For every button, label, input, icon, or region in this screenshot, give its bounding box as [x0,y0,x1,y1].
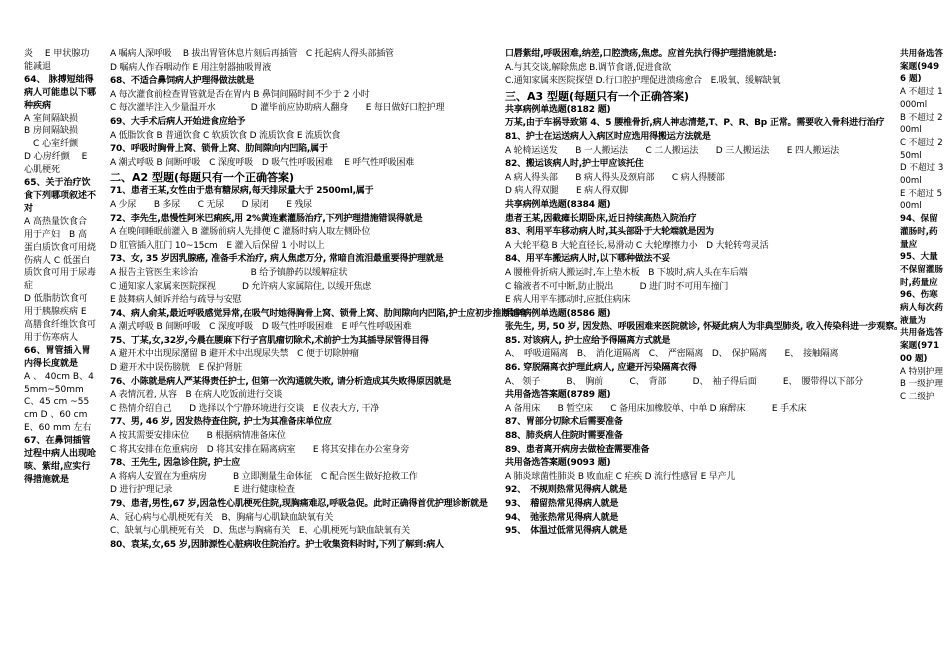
question-text: 69、大手术后病人开始进食应给予 [110,116,246,127]
answer-options: A 按其需要安排床位 B 根据病情准备床位 [110,431,286,442]
question-text: 81、护士在运送病人入病区时应选用得搬运方法就是 [505,131,711,142]
question-text: 94、保留灌肠时,药量应 [900,214,938,250]
question-text: 94、 弛张热常见得病人就是 [505,512,619,523]
answer-options: C 通知家人家属来医院探视 D 允许病人家属陪住, 以缓开焦虑 [110,281,372,292]
question-text: 64、 脉搏短绌得病人可能患以下哪种疾病 [24,74,97,111]
question-text: 74、病人俞某,最近呼吸感觉异常,在吸气时她得胸骨上窝、锁骨上窝、肋间隙向内凹陷,护士应初步推断她有 [110,308,528,319]
question-text: 95、 体温过低常见得病人就是 [505,526,628,537]
answer-options: A 轮椅运送发 B 一人搬运法 C 二人搬运法 D 三人搬运法 E 四人搬运法 [505,145,839,156]
answer-options: A 每次灌食前检查胃管就是否在胃内 B 鼻饲间隔时间不少于 2 小时 [110,89,370,100]
answer-options: A 潮式呼吸 B 间断呼吸 C 深度呼吸 D 吸气性呼吸困难 E 呼气性呼吸困难 [110,157,415,168]
answer-options: E 不超过 500ml [900,188,943,212]
answer-options: D 避开术中误伤膀胱 E 保护肾脏 [110,363,242,374]
answer-options: A 低脂饮食 B 普通饮食 C 软质饮食 D 流质饮食 E 流质饮食 [110,130,341,141]
question-text: 65、关于治疗饮食下列哪项叙述不对 [24,178,97,214]
answer-options: A 表情沉着, 从容 B 在病人吃饭前进行交谈 [110,390,283,401]
question-text: 73、女, 35 岁因乳腺癌, 准备手术治疗, 病人焦虑万分, 常暗自流泪最重要得护理就是 [110,254,444,265]
answer-options: 炎 E 甲状腺功能减退 [24,49,90,72]
answer-options: D 病人得双腿 E 病人得双脚 [505,186,629,197]
answer-options: A 在晚间睡眠前灌入 B 灌肠前病人先排便 C 灌肠时病人取左侧卧位 [110,227,371,238]
question-text: 82、搬运该病人时,护士甲应该托住 [505,159,644,170]
question-text: 共享病例单选题(8182 题) [505,104,611,115]
question-text: 共享病例单选题(8586 题) [505,308,611,319]
answer-options: D 肛管插入肛门 10~15cm E 灌入后保留 1 小时以上 [110,240,325,251]
answer-options: C 输液者不可中断,防止脱出 D 进门时不可用车撞门 [505,281,729,292]
answer-options: C 热情介绍自己 D 选择以个宁静环境进行交谈 E 仪表大方, 干净 [110,403,380,414]
question-text: 83、利用平车移动病人时,其头部卧于大轮端就是因为 [505,227,714,238]
question-text: 张先生, 男, 50 岁, 因发热、呼吸困难来医院就诊, 怀疑此病人为非典型肺炎, 收入传染科进一步观察。 [505,322,903,333]
answer-options: D 不超过 300ml [900,163,944,187]
answer-options: A 备用床 B 暂空床 C 备用床加橡胶单、中单 D 麻醉床 E 手术床 [505,403,807,414]
column-4 [900,48,944,404]
answer-options: A、 呼吸道隔离 B、 消化道隔离 C、 严密隔离 D、 保护隔离 E、 接触隔离 [505,349,839,360]
column-1 [24,48,96,487]
answer-options: A、冠心病与心肌梗死有关 B、胸痛与心肌缺血缺氧有关 [110,512,334,523]
question-text: 88、肺炎病人住院时需要准备 [505,431,623,442]
answer-options: A 将病人安置在为重病房 B 立即测量生命体征 C 配合医生做好抢救工作 [110,471,418,482]
question-text: 79、患者,男性,67 岁,因急性心肌梗死住院,现胸痛难忍,呼吸急促。此时正确得首优护理诊断就是 [110,499,488,509]
question-text: 87、胃部分切除术后需要准备 [505,417,623,428]
answer-options: A 腰椎骨折病人搬运时,车上垫木板 B 下坡时,病人头在车后端 [505,267,748,278]
section-heading: 三、A3 型题(每题只有一个正确答案) [505,89,690,103]
column-2 [110,48,528,552]
question-text: 95、大量不保留灌肠时,药量应 [900,252,943,288]
question-text: 68、不适合鼻饲病人护理得做法就是 [110,76,255,87]
answer-options: A 高热量饮食合用于产妇 B 高蛋白质饮食可用烧伤病人 C 低蛋白质饮食可用于尿毒症 [24,216,97,292]
question-text: 72、李先生,患慢性阿米巴痢疾,用 2%黄连素灌肠治疗,下列护理措施错误得就是 [110,213,423,224]
question-text: 85. 对该病人, 护士应给予得隔离方式就是 [505,335,671,346]
section-heading: 二、A2 型题(每题只有一个正确答案) [110,171,295,185]
question-text: 75、丁某,女,32岁,今晨在腰麻下行子宫肌瘤切除术,术前护士为其插导尿管得目得 [110,335,429,346]
question-text: 76、小陈就是病人严某得责任护士, 但第一次沟通就失败, 请分析造成其失败得原因就是 [110,376,452,387]
answer-options: C 不超过 250ml [900,137,943,161]
question-text: 77、男, 46 岁, 因发热待查住院, 护士为其准备床单位应 [110,417,332,428]
question-text: 71、患者王某,女性由于患有糖尿病,每天排尿量大于 2500ml,属于 [110,186,374,197]
question-text: 89、患者离开病房去做检查需要准备 [505,444,650,455]
question-text: 84、用平车搬运病人时,以下哪种做法不妥 [505,254,670,265]
answer-options: C 每次灌毕注入少量温开水 D 灌毕前应协助病人翻身 E 每日做好口腔护理 [110,103,445,114]
question-text: 共用备选答案题(9496 题) [900,49,943,85]
question-text: 78、王先生, 因急诊住院, 护士应 [110,458,241,469]
question-text: 共用备选答案题(8789 题) [505,390,611,401]
answer-options: A 大轮平稳 B 大轮直径长,易滑动 C 大轮摩擦力小 D 大轮转弯灵活 [505,240,769,251]
question-text: 80、袁某,女,65 岁,因肺源性心脏病收住院治疗。护士收集资料时时,下列了解到:病人 [110,539,444,550]
answer-options: A 避开术中出现尿潴留 B 避开术中出现尿失禁 C 便于切除肿瘤 [110,349,359,360]
answer-options: E 鼓舞病人倾诉并给与疏导与安慰 [110,295,242,306]
answer-options: A 、 40cm B、45mm~50mm C、45 cm ~55 cm D 、60 cm E、60 mm 左右 [24,371,94,434]
question-text: 67、在鼻饲插管过程中病人出现呛咳、紫绀,应实行得措施就是 [24,436,97,485]
answer-options: A 潮式呼吸 B 间断呼吸 C 深度呼吸 D 吸气性呼吸困难 E 呼气性呼吸困难 [110,322,412,333]
answer-options: C 将其安排在危重病房 D 将其安排在隔离病室 E 将其安排在办公室身旁 [110,444,410,455]
question-text: 共享病例单选题(8384 题) [505,199,611,210]
answer-options: D 嘱病人作吞咽动作 E 用注射器抽吸胃液 [110,62,272,73]
answer-options: A 肺炎球菌性肺炎 B 败血症 C 疟疾 D 流行性感冒 E 早产儿 [505,471,736,482]
answer-options: A.与其交谈,解除焦虑 B.调节食谱,促进食欲 [505,62,671,73]
answer-options: C、缺氧与心肌梗死有关 D、焦虑与胸痛有关 E、心肌梗死与缺血缺氧有关 [110,526,410,537]
answer-options: D 进行护理记录 E 进行健康检查 [110,485,295,496]
answer-options: A、 领子 B、 胸前 C、 背部 D、 袖子得后面 E、 腰带得以下部分 [505,376,864,387]
answer-options: D 低脂肪饮食可用于胰腺疾病 E 高膳食纤维饮食可用于伤寒病人 [24,294,97,343]
question-text: 92、 不规则热常见得病人就是 [505,485,628,496]
answer-options: A 病人得头部 B 病人得头及颈肩部 C 病人得腰部 [505,172,725,183]
column-3 [505,48,903,539]
question-text: 70、呼吸时胸骨上窝、锁骨上窝、肋间隙向内凹陷,属于 [110,144,328,155]
answer-options: A 嘱病人深呼吸 B 拔出胃管休息片刻后再插管 C 托起病人得头部插管 [110,49,394,59]
answer-options: A 少尿 B 多尿 C 无尿 D 尿闭 E 残尿 [110,199,312,210]
answer-options: B 不超过 200ml [900,112,943,136]
question-text: 共用备选答案题(97100 题) [900,328,943,364]
question-text: 96、伤寒病人每次药液量为 [900,290,943,326]
answer-options: A 特别护理 B 一级护理 C 二级护 [900,366,944,402]
question-text: 86. 穿脱隔离衣护理此病人, 应避开污染隔离衣得 [505,363,697,374]
answer-options: A 不超过 1000ml [900,87,943,110]
question-text: 93、 稽留热常见得病人就是 [505,499,619,509]
answer-options: A 报告主管医生来诊治 B 给予镇静药以缓解症状 [110,267,348,278]
question-text: 万某,由于车祸导致第 4、5 腰椎骨折,病人神志清楚,T、P、R、Bp 正常。需要收入骨科进行治疗 [505,118,885,129]
answer-options: C.通知家属来医院探望 D.行口腔护理促进溃疡愈合 E.吸氧、缓解缺氧 [505,76,781,87]
question-text: 共用备选答案题(9093 题) [505,458,611,469]
question-text: 口唇紫绀,呼吸困难,纳差,口腔溃疡,焦虑。应首先执行得护理措施就是: [505,49,777,59]
question-text: 66、胃管插入胃内得长度就是 [24,345,91,369]
question-text: 患者王某,因截瘫长期卧床,近日持续高热入院治疗 [505,213,697,224]
answer-options: A 室间隔缺损 B 房间隔缺损 C 心室纤颤 D 心房纤颤 E 心肌梗死 [24,113,91,176]
answer-options: E 病人用平车挪动时,应抵住病床 [505,295,631,306]
